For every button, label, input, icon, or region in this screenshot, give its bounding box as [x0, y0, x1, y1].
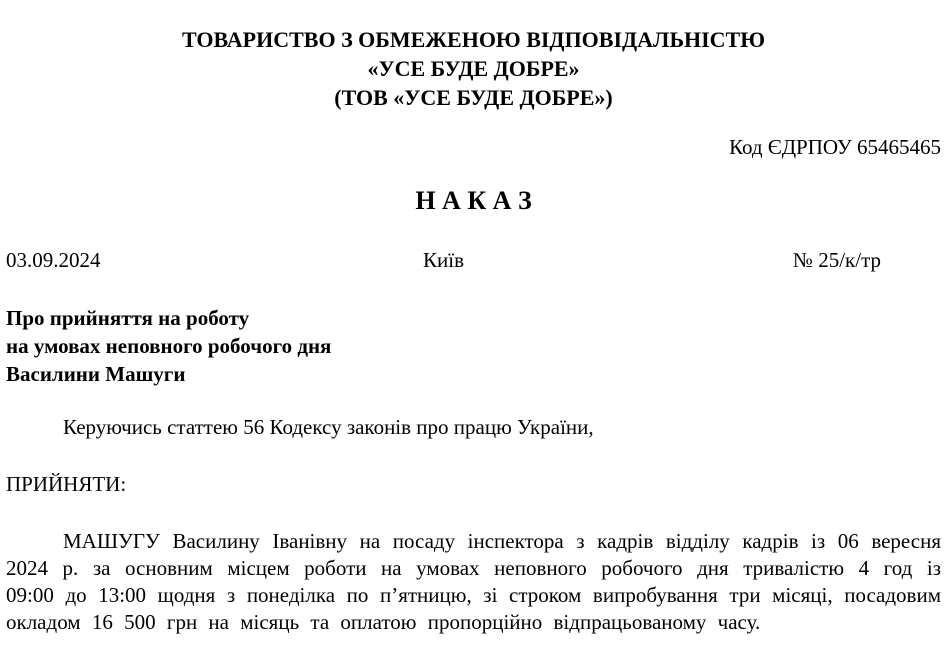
legal-basis-paragraph: Керуючись статтею 56 Кодексу законів про працю України, — [63, 415, 594, 439]
edrpou-code: Код ЄДРПОУ 65465465 — [729, 135, 941, 159]
order-subject-line3: Василини Машуги — [6, 362, 186, 386]
order-subject-line1: Про прийняття на роботу — [6, 306, 250, 330]
order-subject-line2: на умовах неповного робочого дня — [6, 334, 332, 358]
company-name-quoted: «УСЕ БУДЕ ДОБРЕ» — [367, 56, 580, 81]
order-title: Н А К А З — [415, 186, 532, 215]
order-city: Київ — [423, 248, 464, 272]
resolution-keyword: ПРИЙНЯТИ: — [6, 472, 127, 496]
order-number: № 25/к/тр — [792, 248, 882, 272]
company-name-full: ТОВАРИСТВО З ОБМЕЖЕНОЮ ВІДПОВІДАЛЬНІСТЮ — [182, 27, 765, 52]
order-date: 03.09.2024 — [6, 248, 101, 272]
order-meta-row — [6, 247, 941, 274]
company-header — [6, 25, 941, 112]
order-body-paragraph: МАШУГУ Василину Іванівну на посаду інспектора з кадрів відділу кадрів із 06 вересня 2024 р. за основним місцем роботи на умовах неповного робочого дня тривалістю 4 год із 09:00 до 13:00 щодня з понеділка по п’ятницю, зі строком випробування три місяці, посадовим окладом 16 500 грн на місяць та оплатою пропорційно відпрацьованому часу. — [6, 529, 941, 634]
company-name-short: (ТОВ «УСЕ БУДЕ ДОБРЕ») — [334, 85, 613, 110]
order-subject — [6, 304, 941, 388]
